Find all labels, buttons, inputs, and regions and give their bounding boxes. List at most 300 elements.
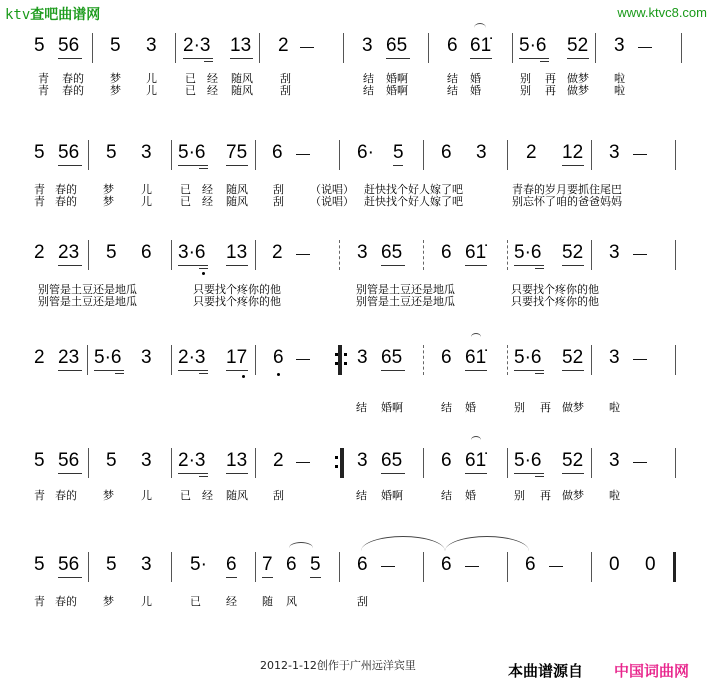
notes-row <box>0 345 713 375</box>
note: 56 <box>58 554 80 575</box>
octave-dot <box>242 375 245 378</box>
rhythm-underline <box>535 373 544 374</box>
lyric-syllable: 再 <box>540 489 551 502</box>
lyric-syllable: 已 <box>185 84 196 97</box>
rhythm-underline <box>199 168 208 169</box>
lyric-syllable: 经 <box>202 195 213 208</box>
octave-dot <box>344 353 347 356</box>
rhythm-underline <box>465 473 487 474</box>
note: 61̇ <box>465 242 487 263</box>
note: 61̇ <box>470 35 492 56</box>
lyric-syllable: 刮 <box>273 195 284 208</box>
barline <box>171 140 172 170</box>
lyric-syllable: 随风 <box>226 489 248 502</box>
lyric-syllable: 经 <box>207 84 218 97</box>
barline <box>259 33 260 63</box>
octave-dot <box>335 362 338 365</box>
barline <box>343 33 344 63</box>
note: 0 <box>609 554 620 575</box>
rhythm-underline <box>178 265 208 266</box>
lyric-syllable: 随风 <box>226 195 248 208</box>
note: 3 <box>357 242 368 263</box>
lyric-syllable: 别管是土豆还是地瓜 <box>38 295 137 308</box>
lyric-syllable: 梦 <box>103 595 114 608</box>
rhythm-underline <box>58 265 82 266</box>
lyric-syllable: 经 <box>202 489 213 502</box>
lyric-syllable: 已 <box>190 595 201 608</box>
rhythm-underline <box>178 473 208 474</box>
note: 6 <box>226 554 237 575</box>
lyric-syllable: 做梦 <box>567 84 589 97</box>
lyric-syllable: 别管是土豆还是地瓜 <box>38 283 137 296</box>
lyric-syllable: 青 <box>38 84 49 97</box>
lyric-syllable: 已 <box>180 195 191 208</box>
rhythm-underline <box>226 370 248 371</box>
lyric-syllable: 已 <box>180 489 191 502</box>
rhythm-underline <box>226 165 248 166</box>
dash: — <box>381 557 395 573</box>
rhythm-underline <box>562 265 584 266</box>
lyric-syllable: 随 <box>262 595 273 608</box>
lyric-syllable: 青 <box>34 595 45 608</box>
lyric-syllable: 婚 <box>465 401 476 414</box>
note: 6 <box>441 554 452 575</box>
note: 2 <box>273 450 284 471</box>
octave-dot <box>344 362 347 365</box>
note: 17 <box>226 347 248 368</box>
note: 2 <box>34 347 45 368</box>
lyric-syllable: 春的 <box>55 183 77 196</box>
lyric-syllable: 青 <box>38 72 49 85</box>
lyric-syllable: 梦 <box>103 195 114 208</box>
lyric-syllable: 已 <box>180 183 191 196</box>
note: 6 <box>286 554 297 575</box>
note: 6 <box>447 35 458 56</box>
note: 6 <box>357 554 368 575</box>
note: 5 <box>106 242 117 263</box>
note: 52 <box>567 35 589 56</box>
note: 65 <box>381 242 403 263</box>
barline <box>507 448 508 478</box>
source-label: 本曲谱源自 <box>508 662 584 680</box>
note: 5 <box>106 142 117 163</box>
note: 5 <box>310 554 321 575</box>
rhythm-underline <box>226 265 248 266</box>
lyric-syllable: 婚啊 <box>386 72 408 85</box>
lyric-syllable: 儿 <box>146 84 157 97</box>
barline <box>339 552 340 582</box>
lyric-syllable: 青 <box>34 195 45 208</box>
rhythm-underline <box>381 370 405 371</box>
rhythm-underline <box>562 370 584 371</box>
note: 3 <box>362 35 373 56</box>
note: 6 <box>525 554 536 575</box>
note: 5·6 <box>519 35 547 56</box>
notes-row <box>0 33 713 63</box>
lyric-syllable: 婚啊 <box>386 84 408 97</box>
lyric-syllable: 梦 <box>103 183 114 196</box>
lyric-syllable: 啦 <box>614 72 625 85</box>
slur-mark <box>445 536 529 551</box>
watermark-right: www.ktvc8.com <box>617 5 707 20</box>
note: 7 <box>262 554 273 575</box>
barline <box>339 140 340 170</box>
barline <box>171 448 172 478</box>
lyric-syllable: 做梦 <box>567 72 589 85</box>
lyric-syllable: 儿 <box>141 195 152 208</box>
dash: — <box>633 245 647 261</box>
rhythm-underline <box>199 373 208 374</box>
lyric-syllable: 已 <box>185 72 196 85</box>
barline <box>507 552 508 582</box>
lyric-syllable: 赶快找个好人嫁了吧 <box>364 183 463 196</box>
barline <box>591 140 592 170</box>
dash: — <box>633 350 647 366</box>
note: 2 <box>34 242 45 263</box>
note: 6 <box>272 142 283 163</box>
note: 3 <box>141 142 152 163</box>
lyric-syllable: 儿 <box>146 72 157 85</box>
note: 3 <box>357 347 368 368</box>
note: 3 <box>141 450 152 471</box>
barline <box>339 240 341 270</box>
rhythm-underline <box>514 370 544 371</box>
barline <box>92 33 93 63</box>
note: 6 <box>441 242 452 263</box>
slur-mark <box>289 542 313 548</box>
lyric-syllable: 婚啊 <box>381 401 403 414</box>
barline <box>255 448 256 478</box>
lyric-syllable: 青春的岁月要抓住尾巴 <box>512 183 622 196</box>
rhythm-underline <box>465 265 487 266</box>
barline <box>423 240 425 270</box>
note: 5 <box>34 554 45 575</box>
note: 5 <box>34 35 45 56</box>
lyric-syllable: 随风 <box>226 183 248 196</box>
note: 6 <box>273 347 284 368</box>
repeat-end-barline <box>340 448 344 478</box>
dash: — <box>296 350 310 366</box>
notes-row <box>0 240 713 270</box>
note: 3 <box>146 35 157 56</box>
lyric-syllable: 春的 <box>62 84 84 97</box>
lyric-syllable: 做梦 <box>562 401 584 414</box>
note: 65 <box>381 347 403 368</box>
lyric-syllable: 儿 <box>141 595 152 608</box>
rhythm-underline <box>470 58 492 59</box>
barline <box>507 240 509 270</box>
dash: — <box>296 245 310 261</box>
note: 5 <box>34 142 45 163</box>
rhythm-underline <box>230 58 253 59</box>
lyric-syllable: 婚 <box>470 72 481 85</box>
rhythm-underline <box>58 473 82 474</box>
rhythm-underline <box>226 473 248 474</box>
rhythm-underline <box>386 58 410 59</box>
barline <box>255 140 256 170</box>
lyric-syllable: 梦 <box>110 84 121 97</box>
lyric-syllable: 经 <box>202 183 213 196</box>
barline <box>88 552 89 582</box>
rhythm-underline <box>262 577 273 578</box>
barline <box>88 448 89 478</box>
barline <box>255 345 256 375</box>
note: 5·6 <box>514 450 542 471</box>
barline <box>171 552 172 582</box>
note: 12 <box>562 142 584 163</box>
rhythm-underline <box>199 268 208 269</box>
note: 3 <box>476 142 487 163</box>
barline <box>423 140 424 170</box>
lyric-syllable: 梦 <box>110 72 121 85</box>
lyric-syllable: 春的 <box>55 489 77 502</box>
lyric-syllable: 儿 <box>141 183 152 196</box>
note: 2·3 <box>178 347 206 368</box>
lyric-syllable: 刮 <box>280 72 291 85</box>
octave-dot <box>335 353 338 356</box>
dash: — <box>633 453 647 469</box>
rhythm-underline <box>58 58 82 59</box>
barline <box>423 345 425 375</box>
note: 3 <box>609 142 620 163</box>
note: 2 <box>278 35 289 56</box>
slur-mark <box>471 436 481 440</box>
note: 6 <box>141 242 152 263</box>
lyric-syllable: 春的 <box>55 195 77 208</box>
lyric-syllable: 结 <box>363 72 374 85</box>
dash: — <box>465 557 479 573</box>
lyric-syllable: 儿 <box>141 489 152 502</box>
barline <box>428 33 429 63</box>
note: 3 <box>614 35 625 56</box>
note: 5 <box>34 450 45 471</box>
lyric-syllable: 结 <box>441 401 452 414</box>
barline <box>423 448 424 478</box>
note: 2 <box>272 242 283 263</box>
barline <box>681 33 682 63</box>
note: 23 <box>58 347 80 368</box>
lyric-syllable: 别 <box>514 401 525 414</box>
rhythm-underline <box>519 58 549 59</box>
rhythm-underline <box>226 577 237 578</box>
lyric-syllable: 再 <box>545 84 556 97</box>
source-site-link[interactable]: 中国词曲网 <box>614 662 690 680</box>
rhythm-underline <box>514 265 544 266</box>
lyric-syllable: 春的 <box>62 72 84 85</box>
lyric-syllable: 别管是土豆还是地瓜 <box>356 283 455 296</box>
lyric-syllable: 别 <box>520 84 531 97</box>
lyric-syllable: 再 <box>545 72 556 85</box>
lyric-syllable: 别忘怀了咱的爸爸妈妈 <box>512 195 622 208</box>
barline <box>87 345 88 375</box>
barline <box>88 240 89 270</box>
barline <box>171 345 172 375</box>
notes-row <box>0 140 713 170</box>
notes-row <box>0 448 713 478</box>
octave-dot <box>277 373 280 376</box>
rhythm-underline <box>178 370 208 371</box>
barline <box>507 345 509 375</box>
lyric-syllable: 风 <box>286 595 297 608</box>
note: 52 <box>562 450 584 471</box>
watermark-left-cn: 查吧曲谱网 <box>30 7 101 23</box>
slur-mark <box>474 23 486 28</box>
barline <box>255 240 256 270</box>
barline <box>591 345 592 375</box>
slur-mark <box>471 333 481 337</box>
repeat-start-barline <box>338 345 342 375</box>
lyric-syllable: 刮 <box>357 595 368 608</box>
note: 3 <box>609 450 620 471</box>
note: 6· <box>357 142 374 163</box>
note: 65 <box>381 450 403 471</box>
lyric-syllable: 别 <box>514 489 525 502</box>
lyric-syllable: 经 <box>207 72 218 85</box>
rhythm-underline <box>58 370 82 371</box>
rhythm-underline <box>204 61 213 62</box>
slur-mark <box>361 536 445 551</box>
lyric-syllable: 啦 <box>609 401 620 414</box>
note: 5 <box>393 142 404 163</box>
barline <box>675 345 676 375</box>
barline <box>595 33 596 63</box>
rhythm-underline <box>381 473 405 474</box>
note: 6 <box>441 142 452 163</box>
barline <box>507 140 508 170</box>
lyric-syllable: （说唱） <box>310 195 354 208</box>
rhythm-underline <box>310 577 321 578</box>
note: 61̇ <box>465 450 487 471</box>
lyric-syllable: 春的 <box>55 595 77 608</box>
notes-row <box>0 552 713 582</box>
rhythm-underline <box>393 165 403 166</box>
lyric-syllable: 只要找个疼你的他 <box>193 283 281 296</box>
note: 61̇ <box>465 347 487 368</box>
rhythm-underline <box>562 473 584 474</box>
lyric-syllable: 啦 <box>609 489 620 502</box>
rhythm-underline <box>535 268 544 269</box>
dash: — <box>549 557 563 573</box>
barline <box>675 140 676 170</box>
note: 2 <box>526 142 537 163</box>
note: 3 <box>357 450 368 471</box>
lyric-syllable: 只要找个疼你的他 <box>511 295 599 308</box>
rhythm-underline <box>183 58 213 59</box>
lyric-syllable: 结 <box>447 72 458 85</box>
note: 2·3 <box>183 35 211 56</box>
note: 5·6 <box>178 142 206 163</box>
rhythm-underline <box>199 476 208 477</box>
note: 3 <box>141 554 152 575</box>
octave-dot <box>335 465 338 468</box>
lyric-syllable: 婚 <box>470 84 481 97</box>
note: 3 <box>609 242 620 263</box>
lyric-syllable: 刮 <box>273 489 284 502</box>
note: 5 <box>110 35 121 56</box>
note: 56 <box>58 35 80 56</box>
barline <box>591 240 592 270</box>
barline <box>423 552 424 582</box>
composition-date-note: 2012-1-12创作于广州远洋宾里 <box>260 659 416 672</box>
dash: — <box>296 453 310 469</box>
note: 23 <box>58 242 80 263</box>
barline <box>171 240 172 270</box>
note: 65 <box>386 35 408 56</box>
rhythm-underline <box>178 165 208 166</box>
octave-dot <box>202 272 205 275</box>
note: 2·3 <box>178 450 206 471</box>
note: 6 <box>441 450 452 471</box>
barline <box>175 33 176 63</box>
note: 52 <box>562 347 584 368</box>
lyric-syllable: 随风 <box>231 84 253 97</box>
lyric-syllable: 随风 <box>231 72 253 85</box>
note: 75 <box>226 142 248 163</box>
rhythm-underline <box>514 473 544 474</box>
lyric-syllable: 啦 <box>614 84 625 97</box>
octave-dot <box>335 456 338 459</box>
rhythm-underline <box>381 265 405 266</box>
lyric-syllable: 青 <box>34 489 45 502</box>
note: 0 <box>645 554 656 575</box>
lyric-syllable: 刮 <box>280 84 291 97</box>
lyric-syllable: 结 <box>356 401 367 414</box>
lyric-syllable: 别管是土豆还是地瓜 <box>356 295 455 308</box>
lyric-syllable: 结 <box>441 489 452 502</box>
note: 5 <box>106 554 117 575</box>
lyric-syllable: 刮 <box>273 183 284 196</box>
note: 56 <box>58 142 80 163</box>
note: 13 <box>226 450 248 471</box>
lyric-syllable: 青 <box>34 183 45 196</box>
rhythm-underline <box>567 58 589 59</box>
lyric-syllable: 梦 <box>103 489 114 502</box>
barline <box>591 448 592 478</box>
note: 13 <box>226 242 248 263</box>
note: 5 <box>106 450 117 471</box>
lyric-syllable: 只要找个疼你的他 <box>511 283 599 296</box>
lyric-syllable: 做梦 <box>562 489 584 502</box>
barline <box>255 552 256 582</box>
barline <box>591 552 592 582</box>
lyric-syllable: 只要找个疼你的他 <box>193 295 281 308</box>
dash: — <box>633 145 647 161</box>
rhythm-underline <box>58 577 82 578</box>
note: 13 <box>230 35 252 56</box>
lyric-syllable: 结 <box>363 84 374 97</box>
note: 5· <box>190 554 207 575</box>
note: 5·6 <box>514 347 542 368</box>
watermark-left <box>5 4 100 24</box>
dash: — <box>300 38 314 54</box>
note: 5·6 <box>514 242 542 263</box>
rhythm-underline <box>58 165 82 166</box>
rhythm-underline <box>94 370 124 371</box>
barline <box>512 33 513 63</box>
note: 6 <box>441 347 452 368</box>
lyric-syllable: 结 <box>356 489 367 502</box>
rhythm-underline <box>540 61 549 62</box>
rhythm-underline <box>115 373 124 374</box>
lyric-syllable: 经 <box>226 595 237 608</box>
final-barline <box>673 552 676 582</box>
barline <box>675 240 676 270</box>
rhythm-underline <box>535 476 544 477</box>
rhythm-underline <box>465 370 487 371</box>
lyric-syllable: 婚 <box>465 489 476 502</box>
dash: — <box>296 145 310 161</box>
lyric-syllable: （说唱） <box>310 183 354 196</box>
